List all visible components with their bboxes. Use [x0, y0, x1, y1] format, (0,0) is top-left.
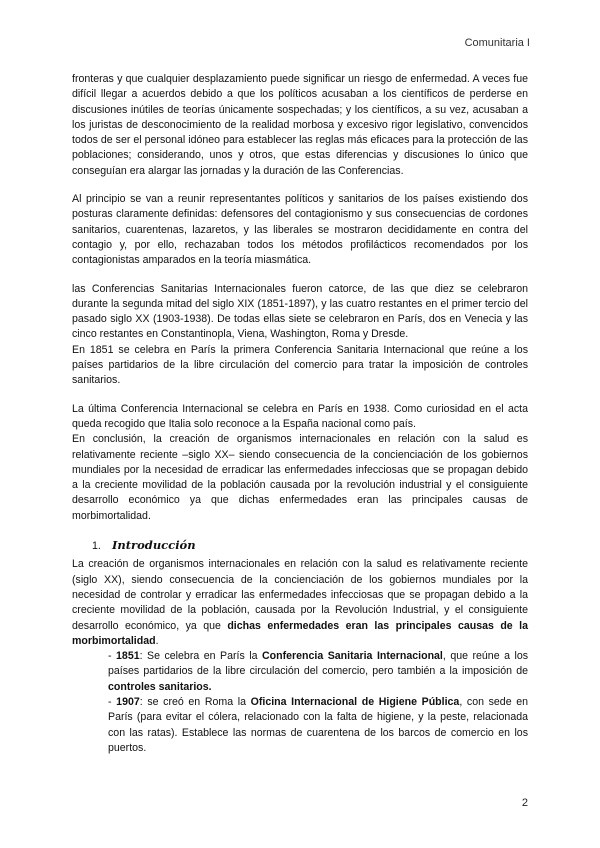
bullet-item-1851 [108, 649, 528, 695]
bullet-bold: Oficina Internacional de Higiene Pública [250, 695, 460, 708]
intro-text: La creación de organismos internacionales en relación con la salud es relativamente reciente (siglo XX), siendo consecuencia de la concienciación de los gobiernos mundiales por la necesidad de controlar y erradicar las enfermedades infecciosas que se propagan debido a la creciente movilidad de la población, causada por la Revolución Industrial, y el consiguiente desarrollo económico, ya que [72, 558, 528, 632]
bullet-text: , con sede en París (para evitar el cólera, relacionado con la falta de higiene, y la peste, relacionada con las ratas). Establece las normas de cuarentena de los barcos de comercio en los puertos. [108, 695, 529, 754]
bullet-bold: Conferencia Sanitaria Internacional [261, 650, 443, 663]
section-intro [72, 557, 528, 649]
page-body [72, 72, 528, 756]
running-header: Comunitaria I [464, 37, 530, 49]
bullet-year: 1851 [116, 650, 140, 663]
bullet-bold: controles sanitarios. [108, 680, 212, 693]
bullet-dash: - [108, 650, 117, 663]
paragraph-2: Al principio se van a reunir representantes políticos y sanitarios de los países existiendo dos posturas claramente definidas: defensores del contagionismo y sus consecuencias de cordones sanitarios, cuarentenas, lazaretos, y las liberales se mostraron decididamente en contra del contagio y, por ello, rechazaban todos los métodos profilácticos recomendados por los contagionistas amparados en la teoría miasmática. [72, 193, 528, 267]
intro-bold: dichas enfermedades eran las principales causas de la morbimortalidad [72, 619, 528, 647]
paragraph-6: En conclusión, la creación de organismos internacionales en relación con la salud es relativamente reciente –siglo XX– siendo consecuencia de la concienciación de los gobiernos mundiales por la necesidad de erradicar las enfermedades infecciosas que se propagan debido a la creciente movilidad de la población causada por la revolución industrial y el consiguiente desarrollo económico ya que dichas enfermedades eran las principales causas de morbimortalidad. [72, 433, 528, 522]
paragraph-1: fronteras y que cualquier desplazamiento puede significar un riesgo de enfermedad. A veces fue difícil llegar a acuerdos debido a que los políticos acusaban a los científicos de perderse en discusiones inútiles de teorías únicamente sospechadas; y los científicos, a su vez, acusaban a los juristas de desconocimiento de la realidad morbosa y excesivo rigor legislativo, convencidos todos de ser el personal idóneo para establecer las reglas más eficaces para la protección de las poblaciones; considerando, unos y otros, que estas diferencias y discusiones lo único que conseguían era alargar las jornadas y la duración de las Conferencias. [72, 73, 528, 177]
bullet-item-1907 [108, 695, 528, 756]
bullet-year: 1907 [116, 695, 140, 708]
bullet-text: , que reúne a los países partidarios de la libre circulación del comercio, pero también a la imposición de [108, 650, 529, 678]
page-number: 2 [521, 797, 528, 809]
section-heading [72, 538, 528, 554]
bullet-list [72, 649, 528, 756]
bullet-text: : Se celebra en París la [139, 650, 262, 663]
section-title: Introducción [112, 538, 196, 553]
paragraph-3: las Conferencias Sanitarias Internacionales fueron catorce, de las que diez se celebraron durante la segunda mitad del siglo XIX (1851-1897), y las cuatro restantes en el primer tercio del pasado siglo XX (1903-1938). De todas ellas siete se celebraron en París, dos en Venecia y las cinco restantes en Constantinopla, Viena, Washington, Roma y Dresde. [72, 282, 528, 341]
section-number: 1. [92, 540, 101, 553]
intro-end: . [155, 634, 159, 647]
bullet-dash: - [108, 695, 117, 708]
paragraph-4: En 1851 se celebra en París la primera Conferencia Sanitaria Internacional que reúne a los países partidarios de la libre circulación del comercio para tratar la imposición de controles sanitarios. [72, 343, 528, 387]
paragraph-5: La última Conferencia Internacional se celebra en París en 1938. Como curiosidad en el acta queda recogido que Italia solo reconoce a la España nacional como país. [72, 402, 528, 430]
bullet-text: : se creó en Roma la [139, 695, 251, 708]
